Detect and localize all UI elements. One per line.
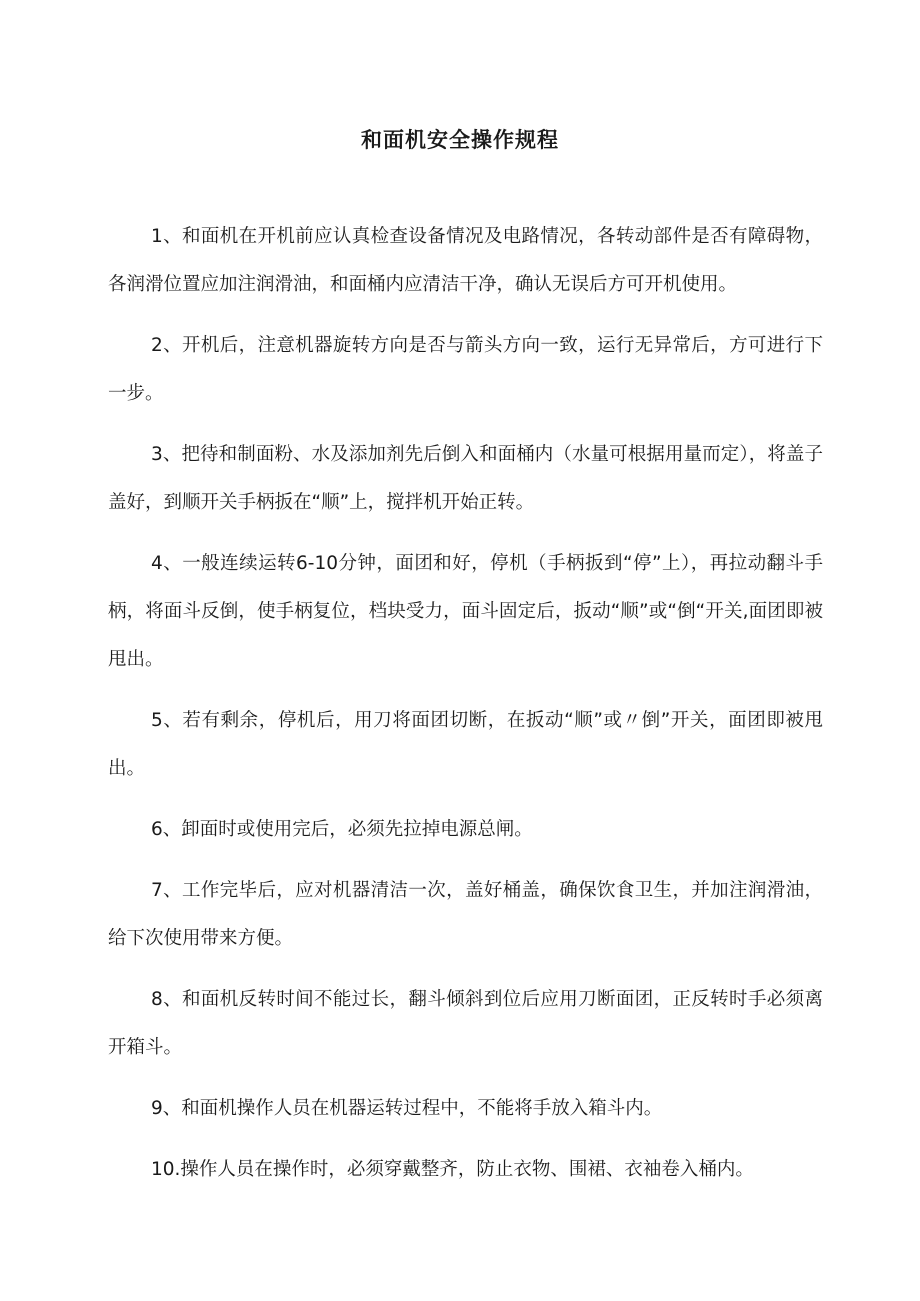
paragraph-5: 5、若有剩余，停机后，用刀将面团切断，在扳动“顺”或〃倒”开关，面团即被甩出。: [108, 710, 823, 779]
document-title: 和面机安全操作规程: [361, 128, 559, 152]
document-body: [108, 213, 823, 1207]
paragraph-6: 6、卸面时或使用完后，必须先拉掉电源总闸。: [151, 819, 533, 840]
paragraph-9: 9、和面机操作人员在机器运转过程中，不能将手放入箱斗内。: [151, 1098, 663, 1119]
paragraph-4: 4、一般连续运转6-10分钟，面团和好，停机（手柄扳到“停”上），再拉动翻斗手柄，将面斗反倒，使手柄复位，档块受力，面斗固定后，扳动“顺”或“倒“开关,面团即被甩出。: [108, 553, 823, 670]
paragraph-1: 1、和面机在开机前应认真检查设备情况及电路情况，各转动部件是否有障碍物，各润滑位置应加注润滑油，和面桶内应清洁干净，确认无误后方可开机使用。: [108, 226, 823, 295]
paragraph-10: 10.操作人员在操作时，必须穿戴整齐，防止衣物、围裙、衣袖卷入桶内。: [151, 1159, 754, 1180]
paragraph-2: 2、开机后，注意机器旋转方向是否与箭头方向一致，运行无异常后，方可进行下一步。: [108, 335, 823, 404]
paragraph-7: 7、工作完毕后，应对机器清洁一次，盖好桶盖，确保饮食卫生，并加注润滑油，给下次使用带来方便。: [108, 880, 823, 949]
paragraph-8: 8、和面机反转时间不能过长，翻斗倾斜到位后应用刀断面团，正反转时手必须离开箱斗。: [108, 989, 823, 1058]
paragraph-3: 3、把待和制面粉、水及添加剂先后倒入和面桶内（水量可根据用量而定），将盖子盖好，到顺开关手柄扳在“顺”上，搅拌机开始正转。: [108, 444, 823, 513]
